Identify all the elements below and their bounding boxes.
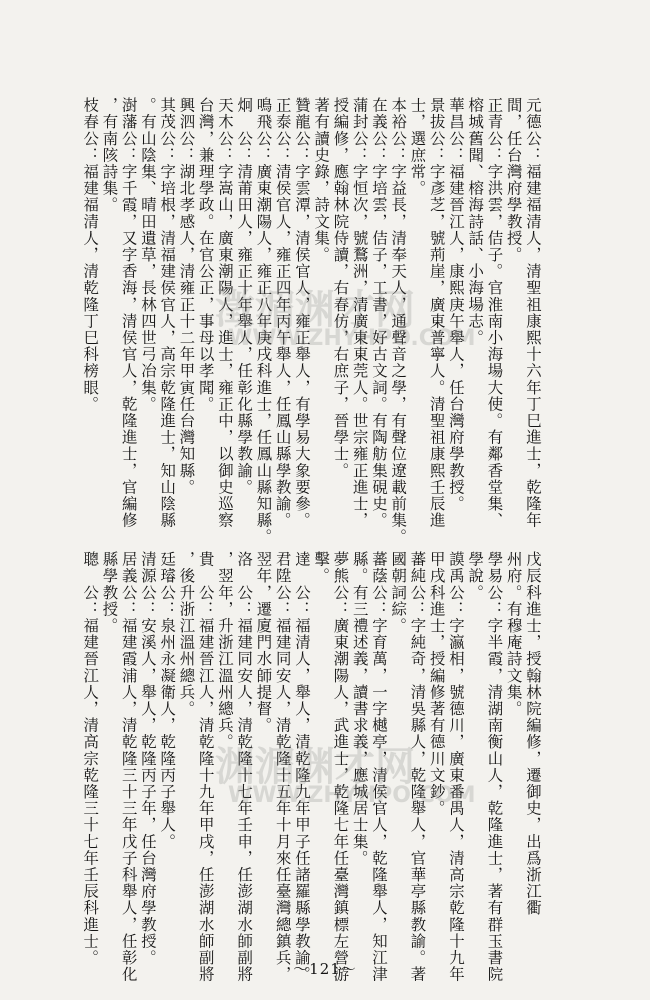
upper-text-column: 興泗公：湖北孝感人，清雍正十二年甲寅任台灣知縣。: [177, 97, 196, 496]
upper-text-column: ，有南陔詩集。: [100, 97, 119, 214]
lower-text-column: 貴 公：福建晉江人，清乾隆十九年甲戌，任澎湖水師副將: [196, 551, 215, 983]
lower-text-column: 州府。有穆庵詩文集。: [504, 551, 523, 717]
upper-text-column: 贊龍公：字雲潭，清侯官人，雍正舉人，有學易大象要參。: [293, 97, 311, 529]
lower-text-column: 聰 公：福建晉江人，清高宗乾隆三十七年壬辰科進士。: [81, 551, 100, 966]
upper-text-column: 榕城舊聞、榕海詩話、小海場志。: [466, 97, 485, 346]
upper-text-column: 本裕公：字益長，清奉天人，通聲音之學，有聲位遼載前集。: [389, 97, 408, 546]
lower-text-column: 蕃蔭公：字育萬，一字樾亭，清侯官人，乾隆舉人，知江津: [370, 551, 388, 983]
upper-text-column: 鳴飛公：廣東潮陽人，雍正八年庚戌科進士，任鳳山縣知縣。: [254, 97, 273, 546]
lower-text-column: 縣。有三禮述義，讀書求義，應城居士集。: [350, 551, 369, 867]
lower-text-column: 縣學教授。: [100, 551, 119, 634]
watermark-text-upper: 澂湄渊才网: [215, 287, 415, 333]
lower-text-column: 居義公：福建霞浦人，清乾隆三十三年戊子科舉人，任彰化: [119, 551, 138, 983]
upper-text-column: 蒲封公：字恒次，號鶩洲，清廣東東莞人。世宗雍正進士，: [350, 97, 369, 529]
upper-text-column: 景拔公：字彥芝，號荊崖，廣東普寧人。清聖祖康熙壬辰進: [427, 97, 446, 529]
upper-text-column: 炯 公：清莆田人，雍正十年舉人，任彰化縣學教諭。: [235, 97, 254, 496]
upper-text-column: 其茂公：字培根，清福建侯官人，高宗乾隆進士，知山陰縣: [158, 97, 177, 529]
lower-text-column: 謨禹公：字瀛相，號德川，廣東番禺人，清高宗乾隆十九年: [447, 551, 465, 983]
upper-text-column: 正泰公：清侯官人，雍正四年丙午舉人，任鳳山縣學教諭。: [273, 97, 292, 529]
lower-text-column: 清源公：安溪人，舉人，乾隆丙子年，任台灣府學教授。: [139, 551, 157, 966]
page-number: ～121～: [293, 960, 357, 978]
upper-text-column: 在義公：字培雲，佶子，工書，好古文詞。有陶舫集硯史。: [370, 97, 388, 529]
upper-text-column: 間，任台灣府學教授。: [504, 97, 523, 263]
watermark-url-upper: WWW.ZHYHPO.COM: [228, 326, 476, 351]
upper-text-column: 澍藩公：字千霞，又字香海，清侯官人，乾隆進士，官編修: [119, 97, 138, 529]
lower-text-column: 擊。: [312, 551, 331, 585]
lower-text-column: 學說。: [466, 551, 485, 601]
upper-text-column: 台灣，兼理學政。在官公正，事母以孝聞。: [196, 97, 215, 413]
lower-text-column: 甲戌科進士，授編修著有德川文鈔。: [427, 551, 446, 817]
lower-text-column: 達 公：福清人，舉人，清乾隆九年甲子任諸羅縣學教諭。: [293, 551, 311, 983]
lower-text-column: 洛 公：福建同安人，清乾隆十七年壬申，任澎湖水師副將: [235, 551, 254, 983]
lower-text-column: 國朝詞綜。: [389, 551, 408, 634]
upper-text-column: 華昌公：福建晉江人，康熙庚午舉人，任台灣府學教授。: [447, 97, 465, 512]
upper-text-column: 著有讀史錄，詩文集。: [312, 97, 331, 263]
lower-text-column: ，後升浙江溫州總兵。: [177, 551, 196, 717]
watermark-text-lower: 渊湄渊才网: [215, 744, 415, 790]
upper-text-column: 天木公：字嵩山，廣東潮陽人，進士，雍正中，以御史巡察: [216, 97, 234, 529]
watermark-url-lower: WWW.ZHYHPO.COM: [228, 783, 476, 808]
lower-text-column: 廷璿公：泉州永凝衛人，乾隆丙子舉人。: [158, 551, 177, 850]
lower-text-column: 蕃純公：字純奇，清吳縣人，乾隆舉人，官華亭縣教諭。著: [408, 551, 427, 983]
lower-text-column: 戊辰科進士，授翰林院編修，遷御史，出爲浙江衢: [524, 551, 542, 917]
upper-text-column: 正青公：字洪雲，佶子。官淮南小海場大使。有鄰香堂集、: [485, 97, 504, 529]
lower-text-column: 君陞公：福建同安人，清乾隆十五年十月來任臺灣總鎮兵，: [273, 551, 292, 983]
upper-text-column: 枝春公：福建福清人，清乾隆丁巳科榜眼。: [81, 97, 100, 413]
lower-text-column: 夢熊公：廣東潮陽人，武進士，乾隆七年任臺灣鎮標左營游: [331, 551, 350, 983]
lower-text-column: 翌年，遷廈門水師提督。: [254, 551, 273, 734]
upper-text-column: 士，選庶常。: [408, 97, 427, 197]
upper-text-column: 元德公：福建福清人，清聖祖康熙十六年丁巳進士，乾隆年: [524, 97, 542, 529]
upper-text-column: 授編修，應翰林院侍讀，右春仿，右庶子，晉學士。: [331, 97, 350, 479]
upper-text-column: 。有山陰集、晴田遺草，長林四世弓冶集。: [139, 97, 157, 413]
lower-text-column: 學易公：字半霞，清湖南衡山人，乾隆進士，著有群玉書院: [485, 551, 504, 983]
lower-text-column: ，翌年，升浙江溫州總兵。: [216, 551, 234, 751]
